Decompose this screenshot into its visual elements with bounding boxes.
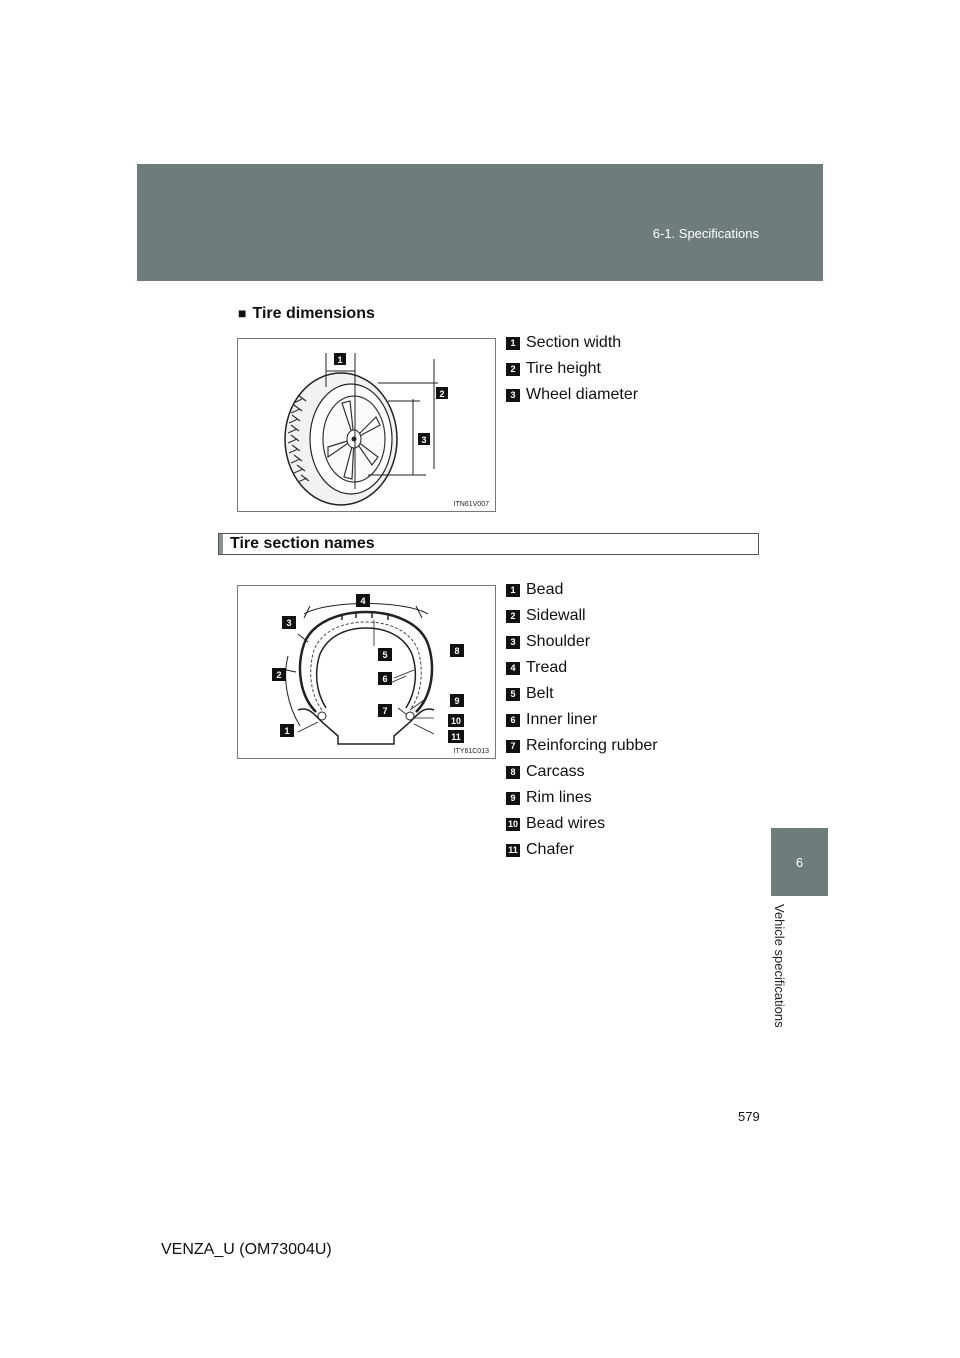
list-item-label: Tire height [526,360,601,377]
svg-text:4: 4 [360,596,366,606]
list-item [506,333,638,359]
svg-text:11: 11 [451,732,461,742]
tire-dimensions-figure [237,338,496,512]
square-bullet-icon: ■ [238,305,247,321]
list-item-label: Bead [526,581,564,598]
figure-code: ITY61C013 [453,748,489,755]
number-badge: 9 [506,792,520,805]
list-item [506,632,658,658]
list-item-label: Tread [526,659,568,676]
list-item [506,762,658,788]
tire-dimensions-list [506,333,638,411]
section-header: 6-1. Specifications [652,226,759,241]
chapter-title-vertical [771,904,801,1054]
list-item [506,580,658,606]
page-number: 579 [738,1109,760,1124]
tire-dimensions-heading [238,305,375,323]
list-item-label: Section width [526,334,622,351]
list-item [506,788,658,814]
number-badge: 2 [506,363,520,376]
chapter-number: 6 [795,854,804,870]
svg-text:2: 2 [276,670,282,680]
list-item-label: Inner liner [526,711,598,728]
tire-dimensions-title: Tire dimensions [252,305,375,322]
tire-cross-section-illustration [238,586,495,758]
number-badge: 3 [506,636,520,649]
chapter-tab[interactable] [771,828,828,896]
list-item [506,840,658,866]
list-item [506,658,658,684]
list-item [506,684,658,710]
svg-text:3: 3 [421,435,427,445]
number-badge: 11 [506,844,520,857]
list-item [506,736,658,762]
svg-text:1: 1 [284,726,290,736]
header-band [137,164,823,281]
svg-text:5: 5 [382,650,388,660]
number-badge: 1 [506,337,520,350]
list-item-label: Shoulder [526,633,591,650]
svg-text:7: 7 [382,706,388,716]
number-badge: 10 [507,819,518,829]
svg-text:1: 1 [337,355,343,365]
list-item-label: Chafer [526,841,575,858]
list-item-label: Reinforcing rubber [526,737,658,754]
tire-section-names-list [506,580,658,866]
number-badge: 7 [506,740,520,753]
title-accent-bar [219,534,223,554]
svg-text:3: 3 [286,618,292,628]
figure-code: ITN61V007 [453,501,489,508]
list-item-label: Belt [526,685,554,702]
list-item-label: Wheel diameter [526,386,639,403]
tire-section-names-title-box [218,533,759,555]
svg-text:10: 10 [450,716,462,726]
chapter-title: Vehicle specifications [772,904,787,1028]
number-badge: 2 [506,610,520,623]
document-id: VENZA_U (OM73004U) [161,1241,332,1258]
number-badge: 6 [506,714,520,727]
list-item-label: Bead wires [526,815,606,832]
list-item-label: Rim lines [526,789,592,806]
number-badge: 5 [506,688,520,701]
svg-text:8: 8 [454,646,460,656]
number-badge: 8 [506,766,520,779]
list-item [506,359,638,385]
tire-illustration [238,339,495,511]
svg-text:2: 2 [439,389,445,399]
list-item [506,385,638,411]
number-badge: 1 [506,584,520,597]
list-item [506,814,658,840]
list-item-label: Carcass [526,763,585,780]
number-badge: 3 [506,389,520,402]
tire-section-figure [237,585,496,759]
number-badge: 4 [506,662,520,675]
list-item [506,606,658,632]
list-item [506,710,658,736]
list-item-label: Sidewall [526,607,586,624]
svg-text:9: 9 [454,696,460,706]
svg-text:6: 6 [382,674,388,684]
tire-section-names-title: Tire section names [230,535,375,552]
